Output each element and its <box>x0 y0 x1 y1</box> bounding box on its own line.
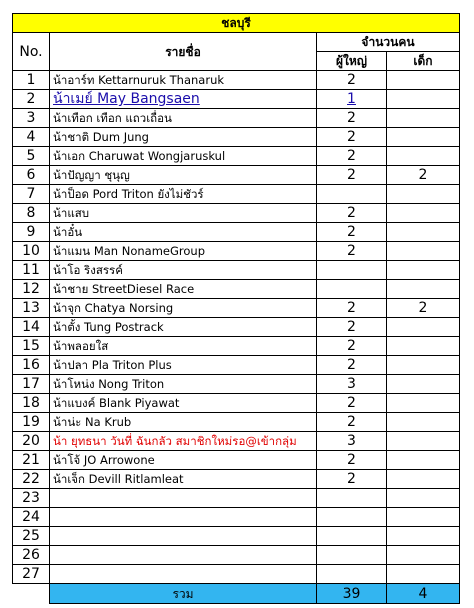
row-number: 26 <box>13 546 50 565</box>
table-row <box>13 565 460 584</box>
row-adult-count: 2 <box>317 337 387 356</box>
row-number: 14 <box>13 318 50 337</box>
row-number: 20 <box>13 432 50 451</box>
table-row <box>13 356 460 375</box>
row-adult-count: 2 <box>317 71 387 90</box>
row-adult-count: 2 <box>317 242 387 261</box>
row-name: น้าโหน่ง Nong Triton <box>50 375 317 394</box>
row-adult-count <box>317 261 387 280</box>
row-adult-count: 2 <box>317 128 387 147</box>
row-number: 17 <box>13 375 50 394</box>
table-row <box>13 470 460 489</box>
total-blank <box>13 584 50 604</box>
row-number: 4 <box>13 128 50 147</box>
row-number: 7 <box>13 185 50 204</box>
table-row <box>13 147 460 166</box>
table-row <box>13 451 460 470</box>
row-name <box>50 546 317 565</box>
total-child: 4 <box>387 584 460 604</box>
row-adult-count-link[interactable]: 1 <box>317 90 387 109</box>
row-adult-count: 3 <box>317 432 387 451</box>
row-child-count <box>387 147 460 166</box>
row-adult-count <box>317 489 387 508</box>
row-adult-count: 2 <box>317 413 387 432</box>
row-number: 3 <box>13 109 50 128</box>
row-name: น้าแสบ <box>50 204 317 223</box>
table-row <box>13 527 460 546</box>
table-row <box>13 508 460 527</box>
table-row <box>13 166 460 185</box>
row-name: น้าจุก Chatya Norsing <box>50 299 317 318</box>
row-name: น้าชาติ Dum Jung <box>50 128 317 147</box>
row-number: 6 <box>13 166 50 185</box>
row-number: 5 <box>13 147 50 166</box>
row-name: น้าโอ ริงสรรค์ <box>50 261 317 280</box>
row-name <box>50 527 317 546</box>
row-child-count <box>387 90 460 109</box>
row-child-count <box>387 337 460 356</box>
table-row <box>13 185 460 204</box>
row-child-count <box>387 432 460 451</box>
table-row <box>13 261 460 280</box>
row-adult-count <box>317 280 387 299</box>
row-number: 18 <box>13 394 50 413</box>
row-name: น้าตั้ง Tung Postrack <box>50 318 317 337</box>
row-name: น้าปัญญา ชุนุญ <box>50 166 317 185</box>
row-child-count <box>387 527 460 546</box>
row-name: น้าชาย StreetDiesel Race <box>50 280 317 299</box>
row-child-count <box>387 451 460 470</box>
header-adult: ผู้ใหญ่ <box>317 52 387 71</box>
row-name: น้า ยุทธนา วันที่ ฉันกลัว สมาชิกใหม่รอ@เข้ากลุ่ม <box>50 432 317 451</box>
row-adult-count: 2 <box>317 109 387 128</box>
table-row <box>13 337 460 356</box>
header-no: No. <box>13 33 50 71</box>
row-adult-count <box>317 508 387 527</box>
table-row <box>13 546 460 565</box>
table-row <box>13 375 460 394</box>
row-adult-count: 2 <box>317 356 387 375</box>
row-adult-count <box>317 527 387 546</box>
row-name: น้าแบงค์ Blank Piyawat <box>50 394 317 413</box>
row-adult-count <box>317 546 387 565</box>
table-row <box>13 299 460 318</box>
table-row <box>13 128 460 147</box>
table-row <box>13 489 460 508</box>
row-child-count <box>387 394 460 413</box>
row-name: น้าน่ะ Na Krub <box>50 413 317 432</box>
row-child-count <box>387 375 460 394</box>
row-child-count <box>387 546 460 565</box>
row-child-count <box>387 413 460 432</box>
row-name: น้าอาร์ท Kettarnuruk Thanaruk <box>50 71 317 90</box>
row-name: น้าอั๋น <box>50 223 317 242</box>
row-adult-count: 3 <box>317 375 387 394</box>
row-child-count: 2 <box>387 166 460 185</box>
row-number: 13 <box>13 299 50 318</box>
row-number: 27 <box>13 565 50 584</box>
row-child-count <box>387 318 460 337</box>
sheet-title: ชลบุรี <box>13 14 460 33</box>
row-adult-count: 2 <box>317 166 387 185</box>
row-number: 9 <box>13 223 50 242</box>
row-number: 24 <box>13 508 50 527</box>
row-child-count: 2 <box>387 299 460 318</box>
row-child-count <box>387 261 460 280</box>
row-child-count <box>387 109 460 128</box>
total-adult: 39 <box>317 584 387 604</box>
row-number: 21 <box>13 451 50 470</box>
row-name-link[interactable]: น้าเมย์ May Bangsaen <box>50 90 317 109</box>
table-row <box>13 413 460 432</box>
row-name: น้าโจ้ JO Arrowone <box>50 451 317 470</box>
row-number: 22 <box>13 470 50 489</box>
row-number: 10 <box>13 242 50 261</box>
table-row <box>13 109 460 128</box>
table-row <box>13 223 460 242</box>
row-child-count <box>387 185 460 204</box>
row-number: 11 <box>13 261 50 280</box>
row-number: 16 <box>13 356 50 375</box>
row-number: 23 <box>13 489 50 508</box>
row-adult-count <box>317 565 387 584</box>
row-child-count <box>387 128 460 147</box>
table-row <box>13 242 460 261</box>
row-name: น้าเอก Charuwat Wongjaruskul <box>50 147 317 166</box>
row-adult-count: 2 <box>317 147 387 166</box>
table-row <box>13 204 460 223</box>
row-adult-count <box>317 185 387 204</box>
row-child-count <box>387 470 460 489</box>
row-adult-count: 2 <box>317 299 387 318</box>
header-name: รายชื่อ <box>50 33 317 71</box>
row-name: น้าเจ็ก Devill Ritlamleat <box>50 470 317 489</box>
row-adult-count: 2 <box>317 451 387 470</box>
row-child-count <box>387 565 460 584</box>
row-name <box>50 489 317 508</box>
row-name: น้าพลอยใส <box>50 337 317 356</box>
row-child-count <box>387 71 460 90</box>
row-number: 8 <box>13 204 50 223</box>
row-number: 12 <box>13 280 50 299</box>
row-adult-count: 2 <box>317 394 387 413</box>
table-body <box>13 71 460 584</box>
row-child-count <box>387 242 460 261</box>
row-name: น้าเทือก เทือก แถวเถื่อน <box>50 109 317 128</box>
table-row <box>13 432 460 451</box>
table-row <box>13 318 460 337</box>
row-name <box>50 508 317 527</box>
table-row <box>13 90 460 109</box>
table-row <box>13 394 460 413</box>
row-adult-count: 2 <box>317 470 387 489</box>
row-child-count <box>387 280 460 299</box>
row-name: น้าปลา Pla Triton Plus <box>50 356 317 375</box>
row-child-count <box>387 508 460 527</box>
row-child-count <box>387 223 460 242</box>
header-count-group: จำนวนคน <box>317 33 460 52</box>
row-name: น้าป็อด Pord Triton ยังไม่ชัวร์ <box>50 185 317 204</box>
row-number: 25 <box>13 527 50 546</box>
row-number: 1 <box>13 71 50 90</box>
row-child-count <box>387 204 460 223</box>
row-number: 2 <box>13 90 50 109</box>
total-label: รวม <box>50 584 317 604</box>
row-child-count <box>387 356 460 375</box>
row-name: น้าแมน Man NonameGroup <box>50 242 317 261</box>
row-adult-count: 2 <box>317 204 387 223</box>
table-row <box>13 280 460 299</box>
header-child: เด็ก <box>387 52 460 71</box>
row-number: 19 <box>13 413 50 432</box>
row-child-count <box>387 489 460 508</box>
row-name <box>50 565 317 584</box>
row-number: 15 <box>13 337 50 356</box>
row-adult-count: 2 <box>317 223 387 242</box>
row-adult-count: 2 <box>317 318 387 337</box>
guest-table <box>12 13 460 604</box>
table-row <box>13 71 460 90</box>
